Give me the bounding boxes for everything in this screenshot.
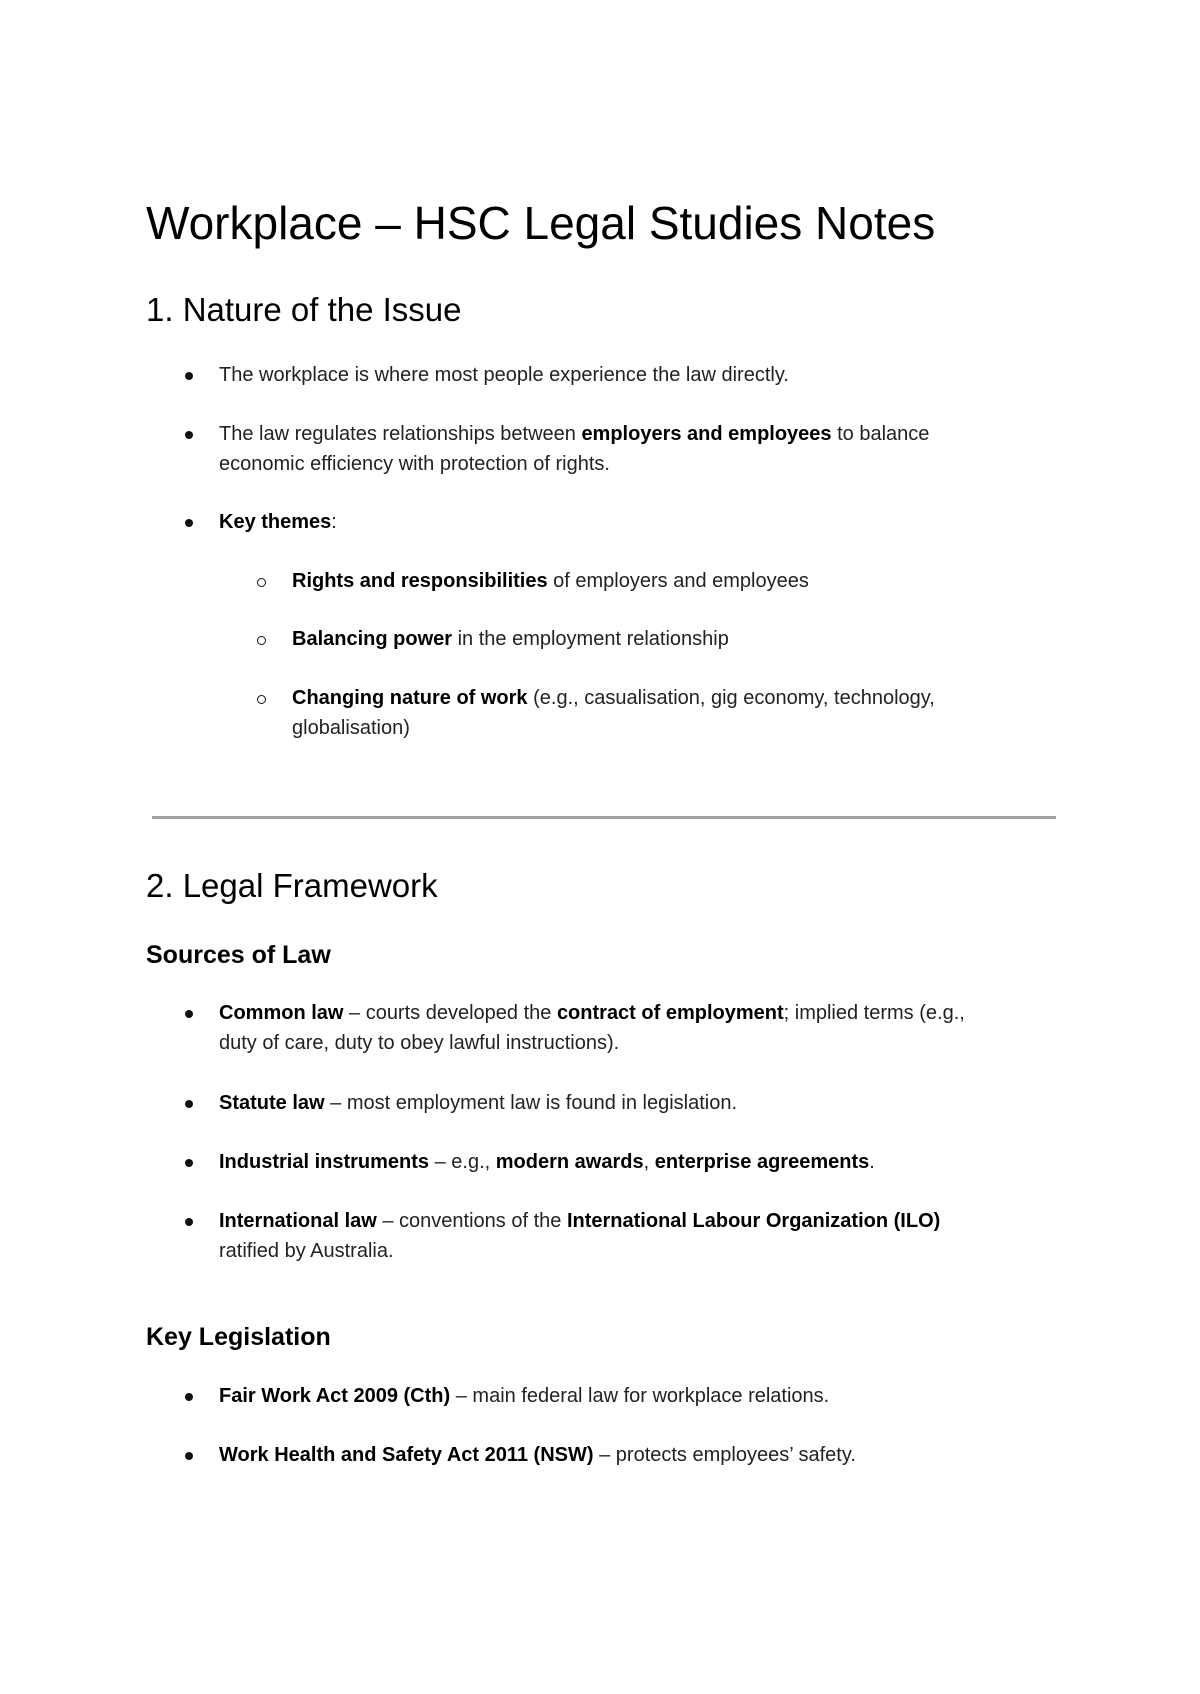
list-item: The workplace is where most people experience the law directly.	[219, 364, 789, 386]
document-title: Workplace – HSC Legal Studies Notes	[146, 197, 936, 249]
list-item: Statute law – most employment law is found in legislation.	[219, 1092, 737, 1114]
bullet-icon	[185, 1452, 193, 1460]
list-item: Changing nature of work (e.g., casualisation, gig economy, technology, globalisation)	[292, 687, 935, 739]
sub-bullet-icon	[257, 636, 266, 645]
list-item: Industrial instruments – e.g., modern awards, enterprise agreements.	[219, 1151, 875, 1173]
list-item: The law regulates relationships between employers and employees to balance economic efficiency with protection of rights.	[219, 423, 930, 475]
list-item: Key themes:	[219, 511, 337, 533]
bullet-icon	[185, 1159, 193, 1167]
bullet-icon	[185, 431, 193, 439]
list-item: Work Health and Safety Act 2011 (NSW) – protects employees’ safety.	[219, 1444, 856, 1466]
bullet-icon	[185, 1010, 193, 1018]
sub-bullet-icon	[257, 578, 266, 587]
bullet-icon	[185, 1218, 193, 1226]
horizontal-rule	[152, 816, 1056, 819]
key-legislation-heading: Key Legislation	[146, 1323, 331, 1351]
list-item: Common law – courts developed the contract of employment; implied terms (e.g., duty of care, duty to obey lawful instructions).	[219, 1002, 965, 1054]
sub-bullet-icon	[257, 695, 266, 704]
bullet-icon	[185, 519, 193, 527]
sources-of-law-heading: Sources of Law	[146, 941, 331, 969]
bullet-icon	[185, 1393, 193, 1401]
list-item: Rights and responsibilities of employers and employees	[292, 570, 809, 592]
list-item: Fair Work Act 2009 (Cth) – main federal law for workplace relations.	[219, 1385, 830, 1407]
list-item: International law – conventions of the International Labour Organization (ILO) ratified by Australia.	[219, 1210, 941, 1262]
bullet-icon	[185, 1100, 193, 1108]
bullet-icon	[185, 372, 193, 380]
list-item: Balancing power in the employment relationship	[292, 628, 729, 650]
section-2-heading: 2. Legal Framework	[146, 867, 438, 904]
section-1-heading: 1. Nature of the Issue	[146, 291, 462, 328]
